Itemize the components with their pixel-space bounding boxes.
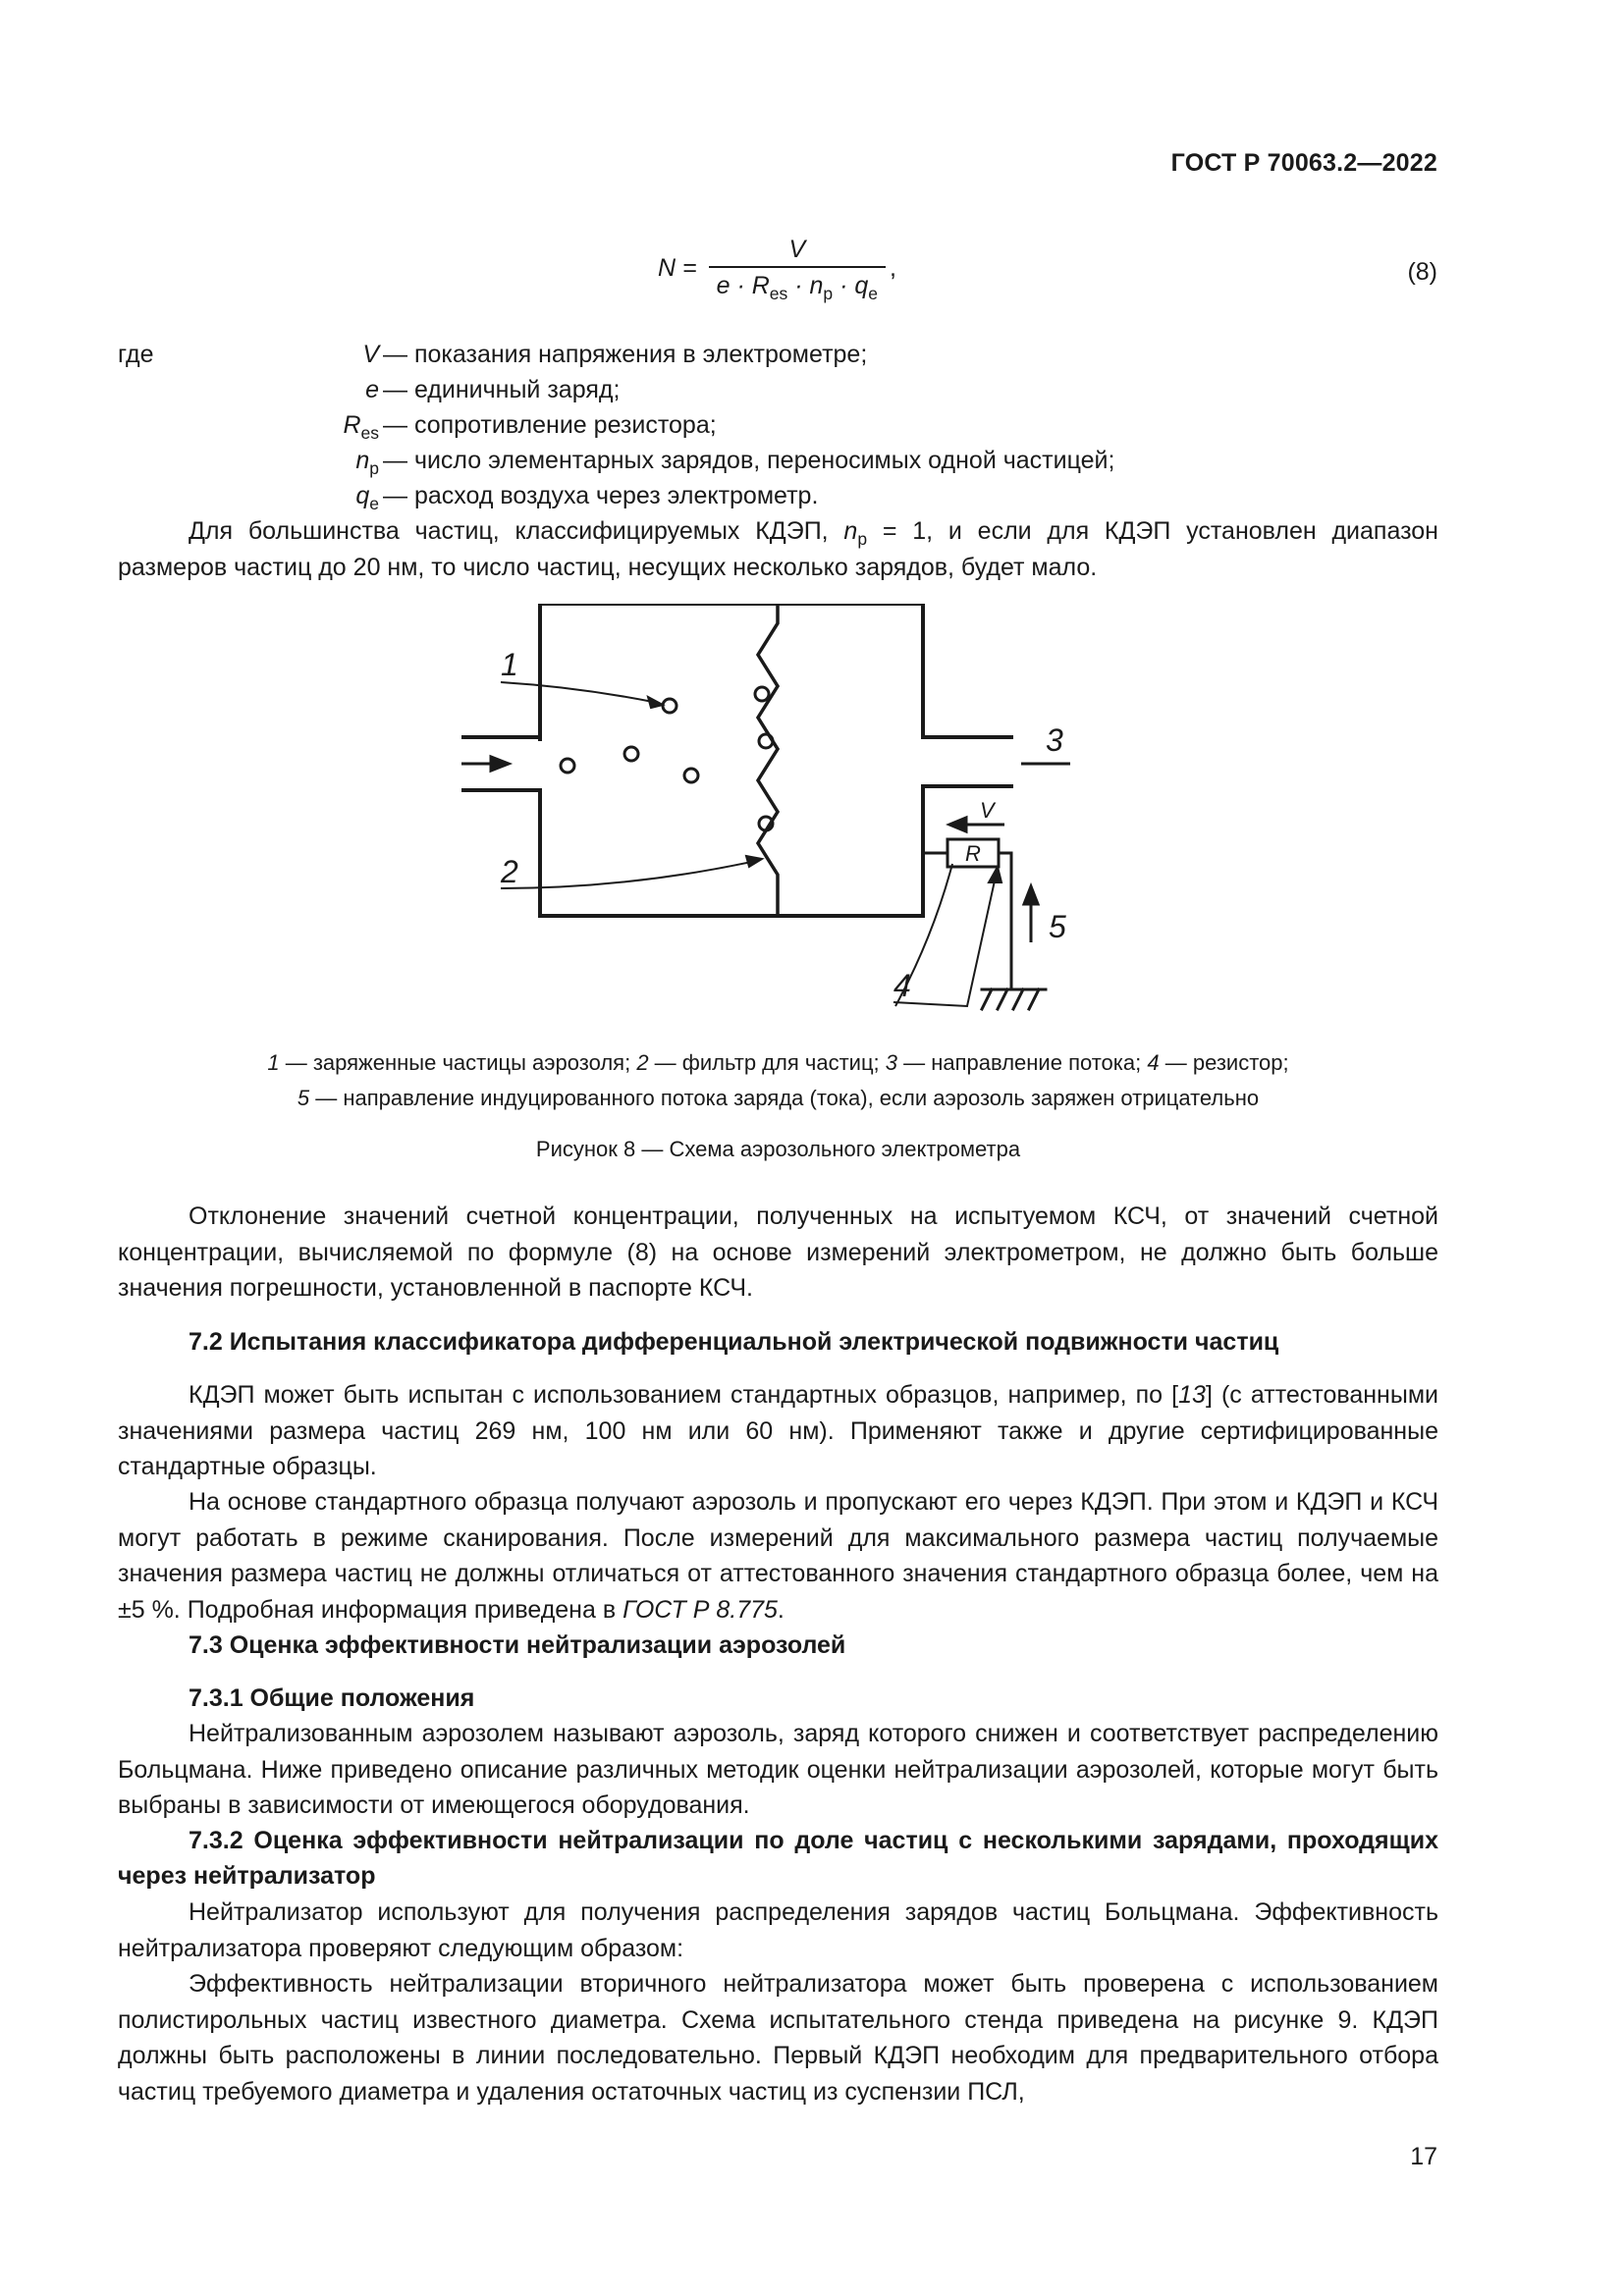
symbol: V [362, 341, 379, 368]
paragraph-7-2-1: КДЭП может быть испытан с использованием стандартных образцов, например, по [13] (с аттестованными значениями размера частиц 269 нм, 100 нм или 60 нм). Применяют также и другие сертифицированные стандартные образцы. [118, 1381, 1438, 1480]
formula-fraction [709, 236, 886, 304]
ground-lead [999, 853, 1011, 989]
voltage-arrowhead [949, 818, 966, 831]
section-7-3-heading: 7.3 Оценка эффективности нейтрализации аэрозолей [189, 1631, 846, 1659]
where-list [118, 337, 1438, 513]
symbol: $R_{es}$ [343, 411, 379, 444]
formula-8 [658, 236, 896, 304]
label-voltage: V [980, 798, 995, 823]
figure-legend [118, 1045, 1438, 1116]
symbol: e [365, 376, 379, 403]
paragraph-charges: Для большинства частиц, классифицируемых КДЭП, $n_p = 1$, и если для КДЭП установлен диапазон размеров частиц до 20 нм, то число частиц, несущих несколько зарядов, будет мало. [118, 517, 1438, 581]
particle [624, 747, 638, 761]
symbol-description: — единичный заряд; [383, 376, 621, 403]
symbol-description: — расход воздуха через электрометр. [383, 482, 819, 509]
figure-title: Рисунок 8 — Схема аэрозольного электрометра [535, 1137, 1021, 1161]
paragraph-deviation: Отклонение значений счетной концентрации, полученных на испытуемом КСЧ, от значений счетной концентрации, вычисляемой по формуле (8) на основе измерений электрометром, не должно быть больше значения погрешности, установленной в паспорте КСЧ. [118, 1202, 1438, 1302]
particle [755, 687, 769, 701]
label-4: 4 [893, 968, 911, 1003]
section-7-2-heading: 7.2 Испытания классификатора дифференциальной электрической подвижности частиц [189, 1328, 1279, 1356]
figure-8-electrometer-diagram [461, 604, 1070, 1036]
where-row [118, 337, 1438, 372]
label-resistor: R [965, 841, 981, 866]
formula-number: (8) [1407, 258, 1437, 286]
ground-symbol [982, 989, 1046, 1009]
document-header: ГОСТ Р 70063.2—2022 [1170, 149, 1437, 177]
section-7-3-1-heading: 7.3.1 Общие положения [189, 1684, 475, 1712]
where-row [118, 372, 1438, 407]
leader-line-1 [501, 682, 658, 703]
page-number: 17 [1410, 2143, 1437, 2170]
symbol-description: — показания напряжения в электрометре; [383, 341, 868, 368]
label-1: 1 [501, 647, 518, 682]
paragraph-7-2-2: На основе стандартного образца получают аэрозоль и пропускают его через КДЭП. При этом и КДЭП и КСЧ могут работать в режиме сканирования. После измерений для максимального размера частиц получаемые значения размера частиц не должны отличаться от аттестованного значения стандартного образца более, чем на ±5 %. Подробная информация приведена в ГОСТ Р 8.775. [118, 1488, 1438, 1624]
paragraph-7-3-2-b: Эффективность нейтрализации вторичного нейтрализатора может быть проверена с использованием полистирольных частиц известного диаметра. Схема испытательного стенда приведена на рисунке 9. КДЭП должны быть расположены в линии последовательно. Первый КДЭП необходим для предварительного отбора частиц требуемого диаметра и удаления остаточных частиц из суспензии ПСЛ, [118, 1970, 1438, 2106]
particle-filter [758, 604, 778, 916]
formula-denominator: $e \cdot R_{es} \cdot n_p \cdot q_e$ [709, 266, 886, 300]
label-5: 5 [1049, 909, 1066, 944]
paragraph-7-3-1: Нейтрализованным аэрозолем называют аэрозоль, заряд которого снижен и соответствует распределению Больцмана. Ниже приведено описание различных методик оценки нейтрализации аэрозолей, которые могут быть выбраны в зависимости от имеющегося оборудования. [118, 1720, 1438, 1819]
where-row [118, 443, 1438, 478]
where-row [118, 478, 1438, 513]
particle [759, 734, 773, 748]
section-7-3-2-heading: 7.3.2 Оценка эффективности нейтрализации по доле частиц с несколькими зарядами, проходящих через нейтрализатор [118, 1827, 1438, 1890]
label-3: 3 [1046, 722, 1063, 758]
figure-legend-line: 5 — направление индуцированного потока заряда (тока), если аэрозоль заряжен отрицательно [297, 1086, 1260, 1110]
particle [561, 759, 574, 773]
particle [663, 699, 677, 713]
charged-particles [561, 687, 773, 830]
symbol: $n_p$ [355, 447, 379, 479]
inlet-arrowhead [491, 757, 509, 771]
label-2: 2 [501, 854, 518, 889]
particle [684, 769, 698, 782]
where-row [118, 407, 1438, 443]
formula-comma: , [890, 253, 896, 282]
symbol: $q_e$ [355, 482, 379, 514]
symbol-description: — сопротивление резистора; [383, 411, 717, 439]
symbol-description: — число элементарных зарядов, переносимых одной частицей; [383, 447, 1115, 474]
formula-lhs: N = [658, 253, 697, 282]
paragraph-7-3-2-a: Нейтрализатор используют для получения распределения зарядов частиц Больцмана. Эффективность нейтрализатора проверяют следующим образом: [118, 1898, 1438, 1962]
figure-legend-line: 1 — заряженные частицы аэрозоля; 2 — фильтр для частиц; 3 — направление потока; 4 — резистор; [267, 1050, 1289, 1075]
current-arrowhead [1024, 886, 1038, 904]
where-keyword: где [118, 341, 154, 368]
formula-numerator: V [788, 236, 806, 263]
